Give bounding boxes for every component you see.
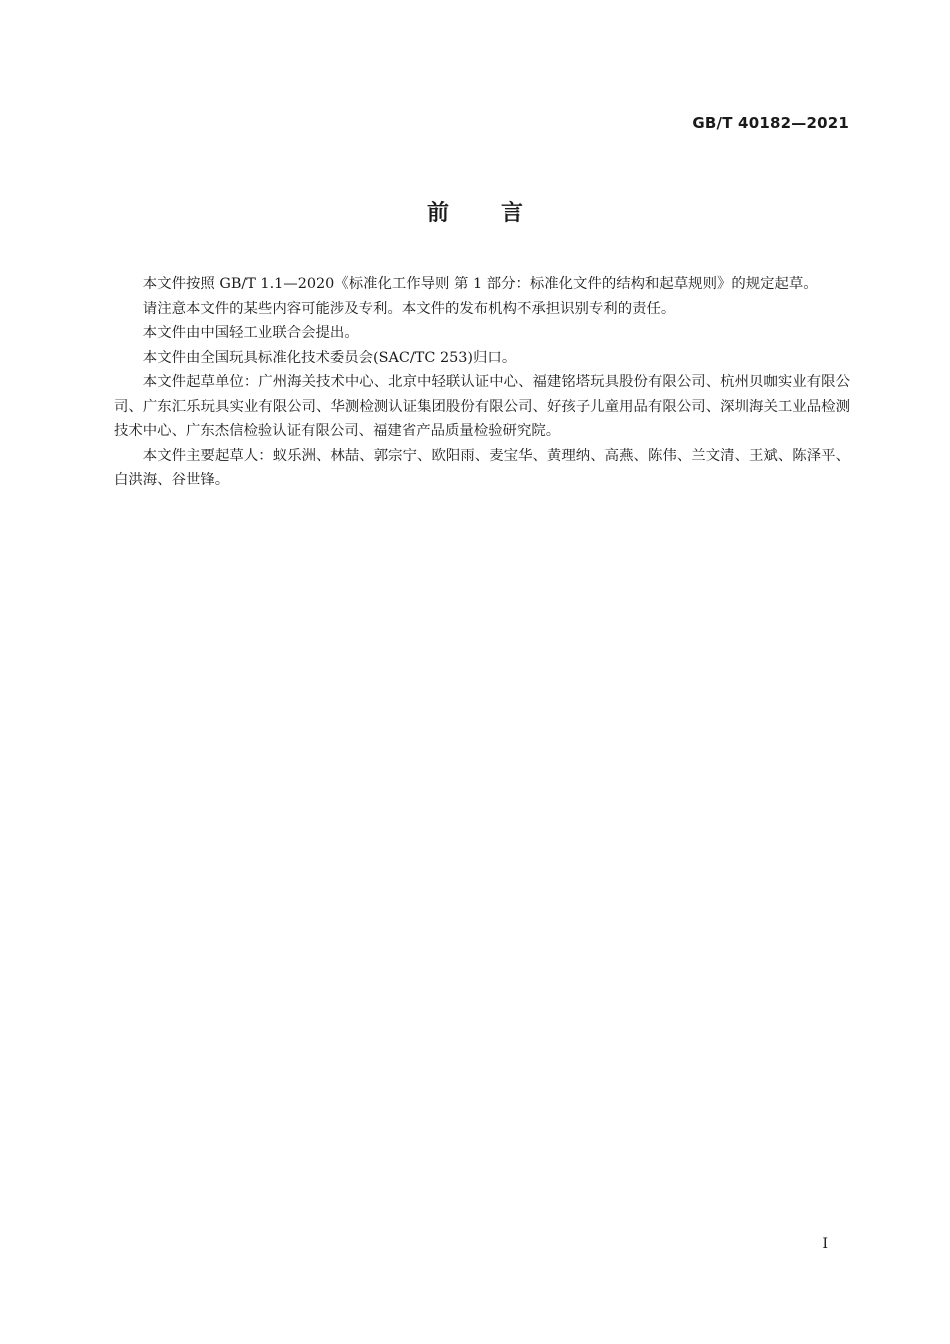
- paragraph-patent-notice: 请注意本文件的某些内容可能涉及专利。本文件的发布机构不承担识别专利的责任。: [142, 300, 676, 317]
- paragraph-drafters: 本文件主要起草人：蚁乐洲、林喆、郭宗宁、欧阳雨、麦宝华、黄理纳、高燕、陈伟、兰文清、王斌、陈泽平、白洪海、谷世锋。: [114, 447, 850, 488]
- foreword-body: [114, 272, 850, 493]
- paragraph-committee: 本文件由全国玩具标准化技术委员会(SAC/TC 253)归口。: [142, 349, 517, 366]
- paragraph-proposer: 本文件由中国轻工业联合会提出。: [142, 325, 359, 341]
- page-number: I: [822, 1236, 828, 1252]
- page-title: [0, 196, 950, 227]
- title-char-1: 前: [426, 201, 449, 226]
- paragraph-drafting-rules: 本文件按照 GB/T 1.1—2020《标准化工作导则 第 1 部分：标准化文件的结构和起草规则》的规定起草。: [142, 276, 818, 292]
- title-char-2: 言: [501, 201, 524, 226]
- document-code: GB/T 40182—2021: [692, 114, 849, 132]
- paragraph-drafting-units: 本文件起草单位：广州海关技术中心、北京中轻联认证中心、福建铭塔玩具股份有限公司、杭州贝咖实业有限公司、广东汇乐玩具实业有限公司、华测检测认证集团股份有限公司、好孩子儿童用品有限公司、深圳海关工业品检测技术中心、广东杰信检验认证有限公司、福建省产品质量检验研究院。: [114, 374, 850, 439]
